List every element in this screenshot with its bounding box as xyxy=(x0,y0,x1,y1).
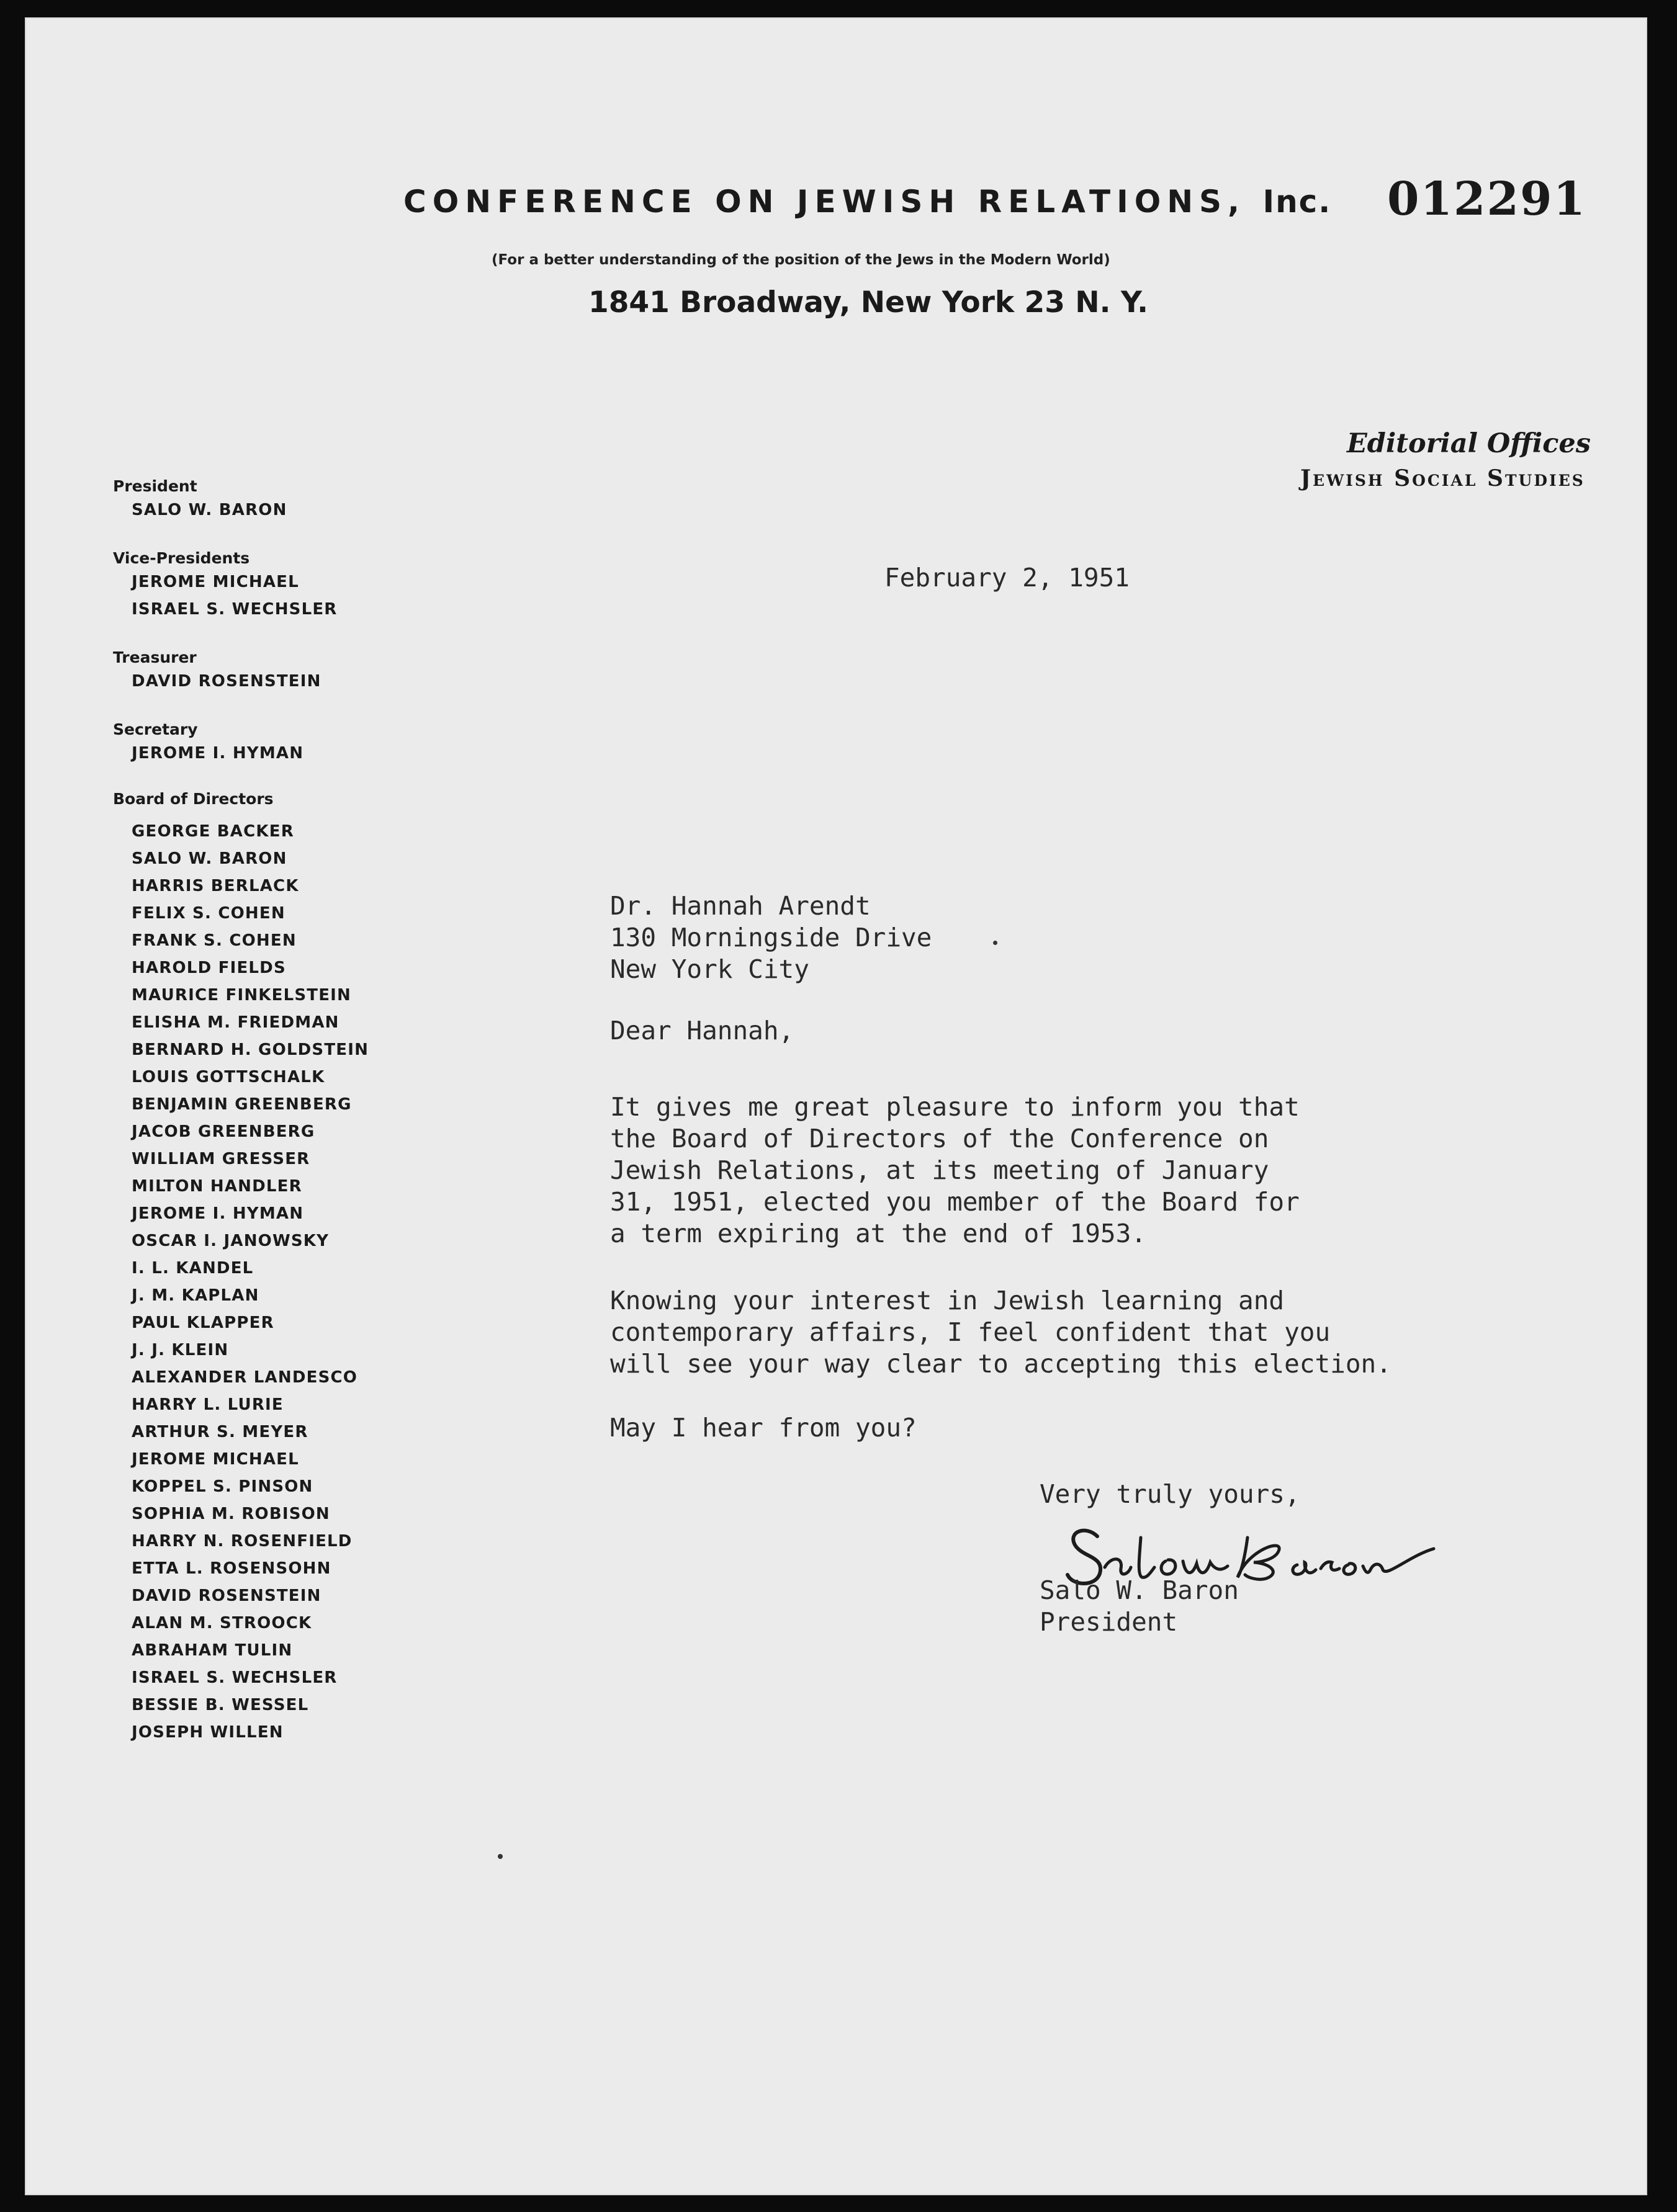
vice-presidents-label: Vice-Presidents xyxy=(113,549,250,567)
board-of-directors-label: Board of Directors xyxy=(113,790,274,808)
closing: Very truly yours, xyxy=(1040,1479,1300,1509)
board-member-name: DAVID ROSENSTEIN xyxy=(132,1587,321,1605)
paper-speck xyxy=(498,1854,503,1859)
board-member-name: ARTHUR S. MEYER xyxy=(132,1423,308,1441)
board-member-name: ETTA L. ROSENSOHN xyxy=(132,1559,331,1578)
board-member-name: ELISHA M. FRIEDMAN xyxy=(132,1013,339,1032)
organization-address: 1841 Broadway, New York 23 N. Y. xyxy=(588,285,1148,320)
editorial-offices-label: Editorial Offices xyxy=(1347,428,1591,459)
paper-speck xyxy=(993,941,997,945)
journal-name: Jewish Social Studies xyxy=(1300,465,1585,491)
board-member-name: HAROLD FIELDS xyxy=(132,959,286,977)
signer-name: Salo W. Baron xyxy=(1040,1575,1239,1605)
signature-block xyxy=(1040,1575,1239,1638)
vice-president-name: ISRAEL S. WECHSLER xyxy=(132,600,338,619)
letter-date: February 2, 1951 xyxy=(884,563,1130,593)
president-name: SALO W. BARON xyxy=(132,501,287,519)
paragraph-line: 31, 1951, elected you member of the Board for xyxy=(610,1187,1300,1217)
board-member-name: KOPPEL S. PINSON xyxy=(132,1477,313,1496)
board-member-name: SOPHIA M. ROBISON xyxy=(132,1505,330,1523)
organization-tagline: (For a better understanding of the position of the Jews in the Modern World) xyxy=(492,252,1110,268)
recipient-name: Dr. Hannah Arendt xyxy=(610,891,871,921)
body-paragraph-1 xyxy=(610,1091,1300,1250)
board-member-name: OSCAR I. JANOWSKY xyxy=(132,1232,330,1250)
recipient-city: New York City xyxy=(610,954,809,984)
board-member-name: BESSIE B. WESSEL xyxy=(132,1696,309,1714)
board-member-name: BENJAMIN GREENBERG xyxy=(132,1095,352,1114)
treasurer-name: DAVID ROSENSTEIN xyxy=(132,672,321,691)
board-member-name: JEROME I. HYMAN xyxy=(132,1204,304,1223)
paragraph-line: contemporary affairs, I feel confident that you xyxy=(610,1317,1331,1347)
body-paragraph-2 xyxy=(610,1285,1392,1380)
recipient-address xyxy=(610,890,932,985)
board-member-name: PAUL KLAPPER xyxy=(132,1314,274,1332)
board-member-name: BERNARD H. GOLDSTEIN xyxy=(132,1041,369,1059)
board-member-name: JEROME MICHAEL xyxy=(132,1450,299,1469)
paragraph-line: will see your way clear to accepting this election. xyxy=(610,1349,1392,1379)
board-member-name: J. J. KLEIN xyxy=(132,1341,229,1359)
officers-sidebar xyxy=(113,477,369,1746)
vice-president-name: JEROME MICHAEL xyxy=(132,573,299,591)
board-member-name: FRANK S. COHEN xyxy=(132,931,297,950)
paragraph-line: Jewish Relations, at its meeting of January xyxy=(610,1155,1269,1185)
secretary-name: JEROME I. HYMAN xyxy=(132,744,304,763)
board-member-name: ISRAEL S. WECHSLER xyxy=(132,1668,338,1687)
recipient-street: 130 Morningside Drive xyxy=(610,923,932,952)
letter-page xyxy=(25,17,1647,2195)
board-member-name: GEORGE BACKER xyxy=(132,822,294,841)
paragraph-line: the Board of Directors of the Conference on xyxy=(610,1124,1269,1153)
board-member-name: I. L. KANDEL xyxy=(132,1259,254,1278)
organization-name: CONFERENCE ON JEWISH RELATIONS, Inc. xyxy=(403,184,1332,220)
paragraph-line: Knowing your interest in Jewish learning and xyxy=(610,1286,1285,1315)
board-member-name: LOUIS GOTTSCHALK xyxy=(132,1068,325,1086)
board-member-name: JOSEPH WILLEN xyxy=(132,1723,284,1742)
board-member-name: HARRY N. ROSENFIELD xyxy=(132,1532,353,1551)
document-number: 012291 xyxy=(1387,172,1586,226)
board-member-name: MAURICE FINKELSTEIN xyxy=(132,986,352,1005)
board-member-name: MILTON HANDLER xyxy=(132,1177,302,1196)
board-member-name: J. M. KAPLAN xyxy=(132,1286,259,1305)
board-of-directors-list xyxy=(113,818,369,1746)
paragraph-line: a term expiring at the end of 1953. xyxy=(610,1219,1146,1248)
board-member-name: ALAN M. STROOCK xyxy=(132,1614,312,1632)
board-member-name: SALO W. BARON xyxy=(132,849,287,868)
board-member-name: JACOB GREENBERG xyxy=(132,1122,315,1141)
board-member-name: HARRY L. LURIE xyxy=(132,1395,284,1414)
signer-title: President xyxy=(1040,1607,1178,1637)
president-label: President xyxy=(113,477,197,495)
salutation: Dear Hannah, xyxy=(610,1016,794,1046)
board-member-name: FELIX S. COHEN xyxy=(132,904,285,923)
body-paragraph-3: May I hear from you? xyxy=(610,1413,917,1443)
board-member-name: WILLIAM GRESSER xyxy=(132,1150,310,1168)
board-member-name: ABRAHAM TULIN xyxy=(132,1641,293,1660)
secretary-label: Secretary xyxy=(113,720,198,738)
paragraph-line: It gives me great pleasure to inform you that xyxy=(610,1092,1300,1122)
board-member-name: ALEXANDER LANDESCO xyxy=(132,1368,358,1387)
treasurer-label: Treasurer xyxy=(113,648,197,666)
board-member-name: HARRIS BERLACK xyxy=(132,877,299,895)
